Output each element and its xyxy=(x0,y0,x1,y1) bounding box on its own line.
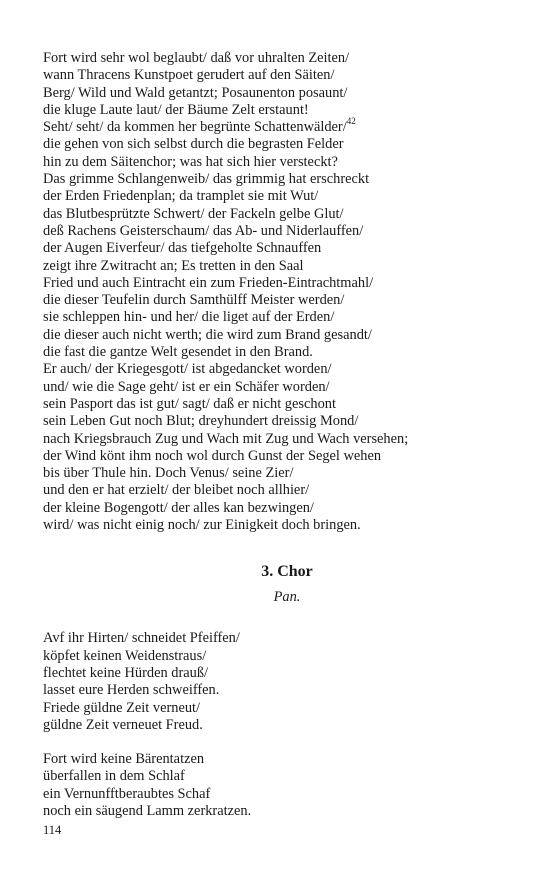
verse-line: sein Leben Gut noch Blut; dreyhundert dreissig Mond/ xyxy=(43,413,359,430)
verse-line-with-footnote xyxy=(43,116,513,136)
verse-line: der kleine Bogengott/ der alles kan bezwingen/ xyxy=(43,499,314,516)
verse-line: die dieser Teufelin durch Samthülff Meister werden/ xyxy=(43,292,345,309)
chorus-stanza-1 xyxy=(43,630,513,734)
verse-line: sie schleppen hin- und her/ die liget auf der Erden/ xyxy=(43,309,335,326)
verse-line: Das grimme Schlangenweib/ das grimmig hat erschreckt xyxy=(43,171,370,188)
stanza-line: Friede güldne Zeit verneut/ xyxy=(43,699,201,716)
stanza-line: überfallen in dem Schlaf xyxy=(43,768,185,785)
poem-verse xyxy=(43,50,513,534)
verse-line: nach Kriegsbrauch Zug und Wach mit Zug und Wach versehen; xyxy=(43,430,409,447)
stanza-line: noch ein säugend Lamm zerkratzen. xyxy=(43,802,252,819)
stanza-line: Fort wird keine Bärentatzen xyxy=(43,751,205,768)
verse-line: Fort wird sehr wol beglaubt/ daß vor uhralten Zeiten/ xyxy=(43,50,350,66)
verse-line: Fried und auch Eintracht ein zum Frieden-Eintrachtmahl/ xyxy=(43,274,374,291)
section-heading: 3. Chor xyxy=(261,563,313,581)
stanza-line: köpfet keinen Weidenstraus/ xyxy=(43,647,207,664)
verse-line: und/ wie die Sage geht/ ist er ein Schäfer worden/ xyxy=(43,378,330,395)
page-body xyxy=(43,50,513,820)
speaker-name: Pan. xyxy=(273,589,301,606)
stanza-line: güldne Zeit verneuet Freud. xyxy=(43,716,203,733)
verse-line-text: Seht/ seht/ da kommen her begrünte Schattenwälder/ xyxy=(43,119,347,136)
verse-line: die fast die gantze Welt gesendet in den Brand. xyxy=(43,344,313,361)
page-number: 114 xyxy=(43,823,62,837)
verse-line: der Erden Friedenplan; da tramplet sie mit Wut/ xyxy=(43,188,319,205)
stanza-line: lasset eure Herden schweiffen. xyxy=(43,682,220,699)
stanza-line: flechtet keine Hürden drauß/ xyxy=(43,664,209,681)
verse-line: hin zu dem Säitenchor; was hat sich hier versteckt? xyxy=(43,153,338,170)
verse-line: zeigt ihre Zwitracht an; Es tretten in den Saal xyxy=(43,257,304,274)
verse-line: der Augen Eiverfeur/ das tiefgeholte Schnauffen xyxy=(43,240,322,257)
footnote-marker[interactable]: 42 xyxy=(346,116,356,127)
verse-line: wann Thracens Kunstpoet gerudert auf den Säiten/ xyxy=(43,67,335,84)
verse-line: die gehen von sich selbst durch die begrasten Felder xyxy=(43,136,344,153)
stanza-line: Avf ihr Hirten/ schneidet Pfeiffen/ xyxy=(43,630,240,647)
verse-line: die kluge Laute laut/ der Bäume Zelt erstaunt! xyxy=(43,101,309,118)
verse-line: das Blutbesprützte Schwert/ der Fackeln gelbe Glut/ xyxy=(43,205,344,222)
verse-line: Berg/ Wild und Wald getantzt; Posaunenton posaunt/ xyxy=(43,84,348,101)
chorus-stanza-2 xyxy=(43,751,513,820)
verse-line: die dieser auch nicht werth; die wird zum Brand gesandt/ xyxy=(43,326,372,343)
stanza-line: ein Vernunfftberaubtes Schaf xyxy=(43,785,211,802)
verse-line: deß Rachens Geisterschaum/ das Ab- und Niderlauffen/ xyxy=(43,222,364,239)
verse-line: Er auch/ der Kriegesgott/ ist abgedancket worden/ xyxy=(43,361,332,378)
verse-line: und den er hat erzielt/ der bleibet noch allhier/ xyxy=(43,482,310,499)
verse-line: bis über Thule hin. Doch Venus/ seine Zier/ xyxy=(43,465,294,482)
verse-line: der Wind könt ihm noch wol durch Gunst der Segel wehen xyxy=(43,447,382,464)
verse-line: sein Pasport das ist gut/ sagt/ daß er nicht geschont xyxy=(43,395,336,412)
verse-line: wird/ was nicht einig noch/ zur Einigkeit doch bringen. xyxy=(43,517,361,534)
